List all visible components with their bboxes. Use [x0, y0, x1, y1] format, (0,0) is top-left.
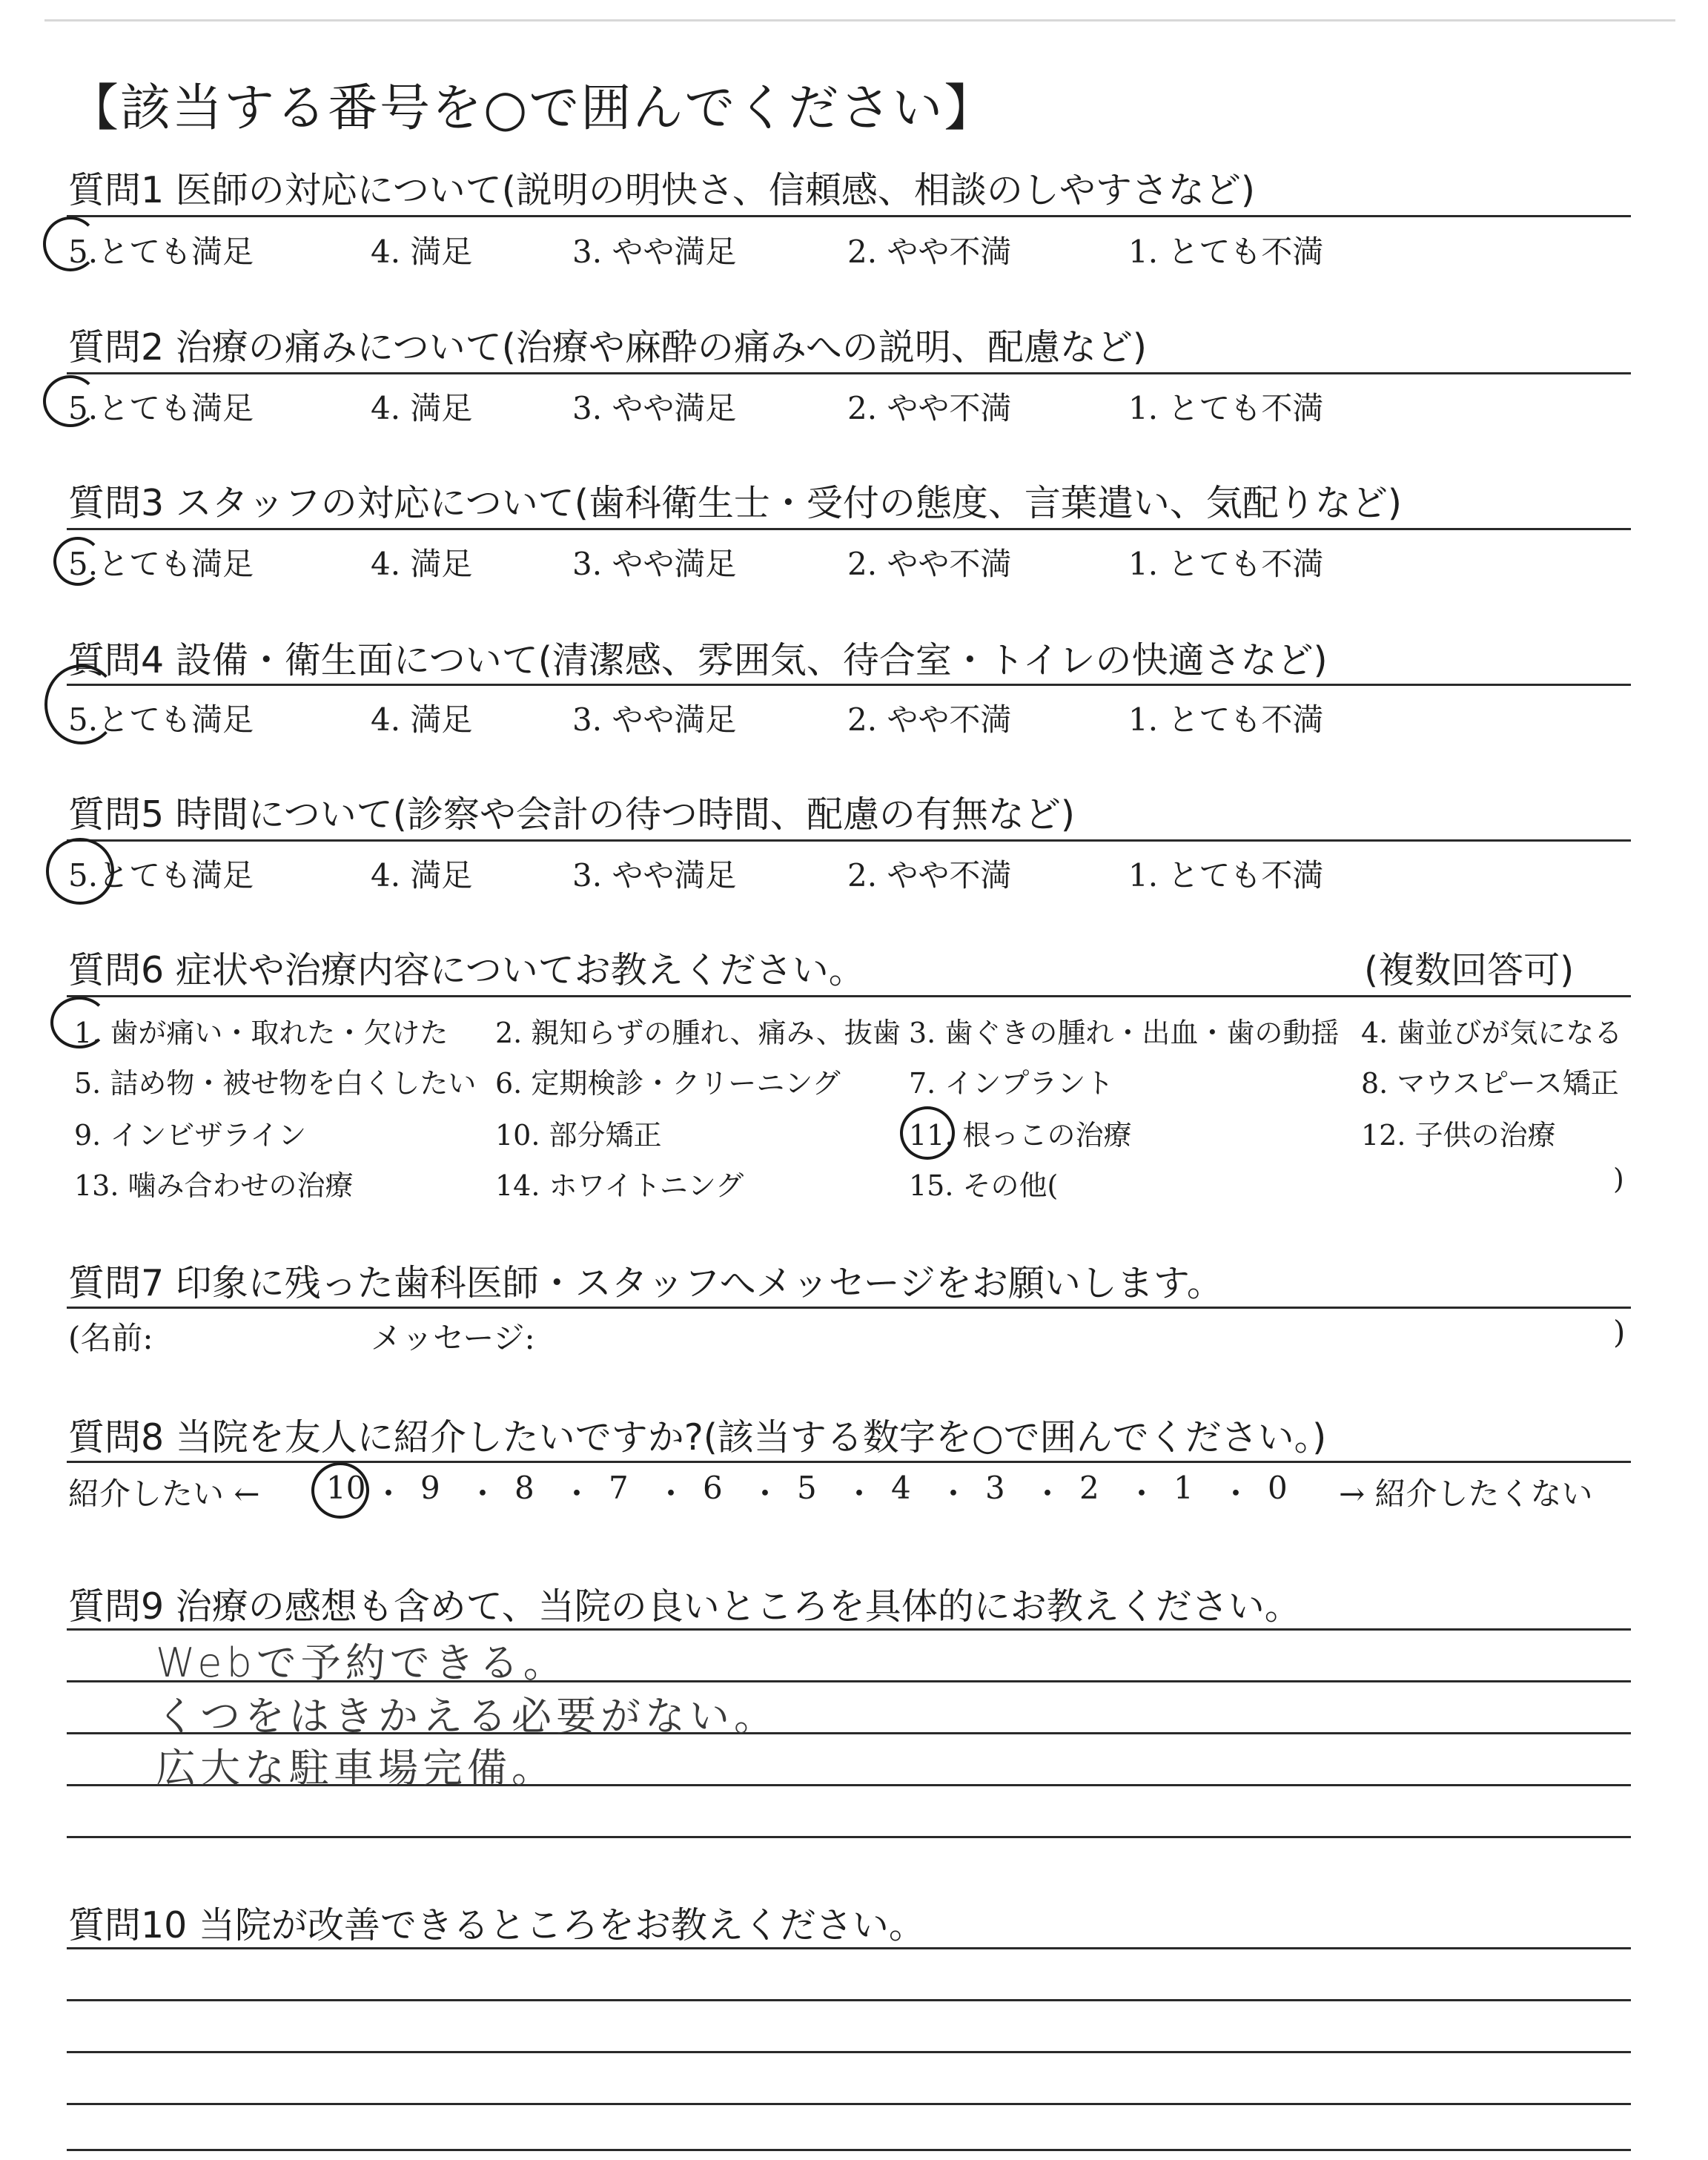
q8-scale-separator: ・ — [938, 1476, 970, 1512]
q5-option-4[interactable]: 4. 満足 — [371, 857, 473, 894]
q7-rule — [67, 1307, 1631, 1309]
scan-top-edge — [44, 19, 1675, 22]
q6-option-10[interactable]: 10. 部分矯正 — [495, 1119, 662, 1152]
q9-rule-1 — [67, 1628, 1631, 1631]
q8-right-label: → 紹介したくない — [1339, 1476, 1593, 1512]
q5-title: 質問5 時間について(診察や会計の待つ時間、配慮の有無など) — [68, 793, 1076, 836]
q10-rule-2 — [67, 1999, 1631, 2001]
q7-message-label: メッセージ: — [371, 1320, 535, 1356]
q3-title: 質問3 スタッフの対応について(歯科衛生士・受付の態度、言葉遣い、気配りなど) — [68, 482, 1403, 524]
q2-option-2[interactable]: 2. やや不満 — [847, 390, 1012, 426]
q3-option-5[interactable]: 5.とても満足 — [68, 546, 254, 582]
q5-option-5[interactable]: 5.とても満足 — [68, 857, 254, 894]
q6-option-9[interactable]: 9. インビザライン — [74, 1119, 307, 1152]
q9-answer-2: くつをはきかえる必要がない。 — [156, 1693, 778, 1740]
q5-option-2[interactable]: 2. やや不満 — [847, 857, 1012, 894]
q8-selection-circle — [311, 1462, 369, 1519]
q6-rule — [67, 995, 1631, 997]
q1-rule — [67, 215, 1631, 217]
q9-answer-3: 広大な駐車場完備。 — [156, 1745, 556, 1791]
q7-title: 質問7 印象に残った歯科医師・スタッフへメッセージをお願いします。 — [68, 1262, 1223, 1304]
q3-option-2[interactable]: 2. やや不満 — [847, 546, 1012, 582]
q8-scale-separator: ・ — [373, 1476, 405, 1512]
q8-scale-value-6[interactable]: 6 — [703, 1470, 723, 1506]
q8-scale-value-0[interactable]: 0 — [1268, 1470, 1288, 1506]
q4-option-3[interactable]: 3. やや満足 — [572, 701, 737, 738]
q8-scale-value-7[interactable]: 7 — [609, 1470, 629, 1506]
q9-rule-5 — [67, 1836, 1631, 1838]
q8-scale-separator: ・ — [467, 1476, 499, 1512]
q8-scale-value-3[interactable]: 3 — [985, 1470, 1005, 1506]
q2-option-1[interactable]: 1. とても不満 — [1128, 390, 1324, 426]
q8-scale-value-2[interactable]: 2 — [1079, 1470, 1099, 1506]
q6-option-2[interactable]: 2. 親知らずの腫れ、痛み、抜歯 — [495, 1017, 901, 1049]
q2-option-3[interactable]: 3. やや満足 — [572, 390, 737, 426]
q6-option-15[interactable]: 15. その他( — [909, 1169, 1059, 1202]
q8-scale-value-5[interactable]: 5 — [797, 1470, 817, 1506]
q2-title: 質問2 治療の痛みについて(治療や麻酔の痛みへの説明、配慮など) — [68, 326, 1148, 369]
q6-option-5[interactable]: 5. 詰め物・被せ物を白くしたい — [74, 1067, 477, 1100]
q4-option-1[interactable]: 1. とても不満 — [1128, 701, 1324, 738]
q8-scale-value-4[interactable]: 4 — [891, 1470, 911, 1506]
q1-title: 質問1 医師の対応について(説明の明快さ、信頼感、相談のしやすさなど) — [68, 169, 1256, 211]
q1-option-4[interactable]: 4. 満足 — [371, 234, 473, 270]
q4-option-5[interactable]: 5.とても満足 — [68, 701, 254, 738]
q4-option-2[interactable]: 2. やや不満 — [847, 701, 1012, 738]
q5-option-1[interactable]: 1. とても不満 — [1128, 857, 1324, 894]
q6-option-7[interactable]: 7. インプラント — [909, 1067, 1114, 1100]
q1-option-2[interactable]: 2. やや不満 — [847, 234, 1012, 270]
q5-selection-circle — [46, 838, 114, 905]
q6-option-13[interactable]: 13. 噛み合わせの治療 — [74, 1169, 354, 1202]
q6-option-11[interactable]: 11. 根っこの治療 — [909, 1119, 1132, 1152]
q8-rule — [67, 1461, 1631, 1463]
q10-rule-5 — [67, 2149, 1631, 2151]
q6-option-8[interactable]: 8. マウスピース矯正 — [1361, 1067, 1619, 1100]
q3-option-1[interactable]: 1. とても不満 — [1128, 546, 1324, 582]
q6-option-1[interactable]: 1. 歯が痛い・取れた・欠けた — [74, 1017, 448, 1049]
q6-option-14[interactable]: 14. ホワイトニング — [495, 1169, 744, 1202]
q6-option-6[interactable]: 6. 定期検診・クリーニング — [495, 1067, 841, 1100]
q3-rule — [67, 528, 1631, 530]
q8-scale-separator: ・ — [561, 1476, 593, 1512]
q8-scale-separator: ・ — [655, 1476, 687, 1512]
q2-option-4[interactable]: 4. 満足 — [371, 390, 473, 426]
q3-option-4[interactable]: 4. 満足 — [371, 546, 473, 582]
q8-scale-separator: ・ — [1032, 1476, 1064, 1512]
q6-option-3[interactable]: 3. 歯ぐきの腫れ・出血・歯の動揺 — [909, 1017, 1340, 1049]
q8-scale-separator: ・ — [844, 1476, 875, 1512]
q5-rule — [67, 839, 1631, 842]
q10-rule-4 — [67, 2103, 1631, 2105]
q6-multiple-note: (複数回答可) — [1364, 949, 1575, 991]
q9-answer-1: Webで予約できる。 — [156, 1639, 568, 1686]
q4-selection-circle — [44, 664, 119, 744]
q10-rule-3 — [67, 2051, 1631, 2053]
q10-title: 質問10 当院が改善できるところをお教えください。 — [68, 1904, 925, 1946]
q2-option-5[interactable]: 5.とても満足 — [68, 390, 254, 426]
q6-option-4[interactable]: 4. 歯並びが気になる — [1361, 1017, 1623, 1049]
q1-option-5[interactable]: 5.とても満足 — [68, 234, 254, 270]
q3-selection-circle — [53, 537, 102, 586]
q8-scale-value-1[interactable]: 1 — [1174, 1470, 1194, 1506]
q6-selection-circle-11 — [900, 1106, 955, 1160]
q8-scale-separator: ・ — [749, 1476, 781, 1512]
q8-scale-separator: ・ — [1126, 1476, 1158, 1512]
q1-selection-circle — [43, 217, 98, 271]
q4-title: 質問4 設備・衛生面について(清潔感、雰囲気、待合室・トイレの快適さなど) — [68, 639, 1328, 681]
q8-title: 質問8 当院を友人に紹介したいですか?(該当する数字を○で囲んでください。) — [68, 1416, 1327, 1459]
q2-rule — [67, 372, 1631, 374]
q7-close-paren: ) — [1613, 1314, 1626, 1350]
instruction-header: 【該当する番号を○で囲んでください】 — [68, 79, 996, 138]
q3-option-3[interactable]: 3. やや満足 — [572, 546, 737, 582]
q6-option-12[interactable]: 12. 子供の治療 — [1361, 1119, 1556, 1152]
q6-title: 質問6 症状や治療内容についてお教えください。 — [68, 949, 865, 991]
q5-option-3[interactable]: 3. やや満足 — [572, 857, 737, 894]
q8-scale-value-9[interactable]: 9 — [420, 1470, 440, 1506]
q6-option-15-close: ) — [1613, 1163, 1624, 1195]
q10-rule-1 — [67, 1947, 1631, 1949]
q4-rule — [67, 684, 1631, 686]
q1-option-1[interactable]: 1. とても不満 — [1128, 234, 1324, 270]
q8-left-label: 紹介したい ← — [68, 1476, 260, 1512]
q2-selection-circle — [43, 375, 98, 427]
q4-option-4[interactable]: 4. 満足 — [371, 701, 473, 738]
q6-selection-circle-1 — [50, 997, 108, 1048]
q7-name-label: (名前: — [68, 1320, 153, 1356]
q8-scale-value-8[interactable]: 8 — [514, 1470, 534, 1506]
q8-scale-separator: ・ — [1220, 1476, 1252, 1512]
q1-option-3[interactable]: 3. やや満足 — [572, 234, 737, 270]
q8-scale-value-10[interactable]: 10 — [326, 1470, 366, 1506]
q9-title: 質問9 治療の感想も含めて、当院の良いところを具体的にお教えください。 — [68, 1585, 1301, 1628]
